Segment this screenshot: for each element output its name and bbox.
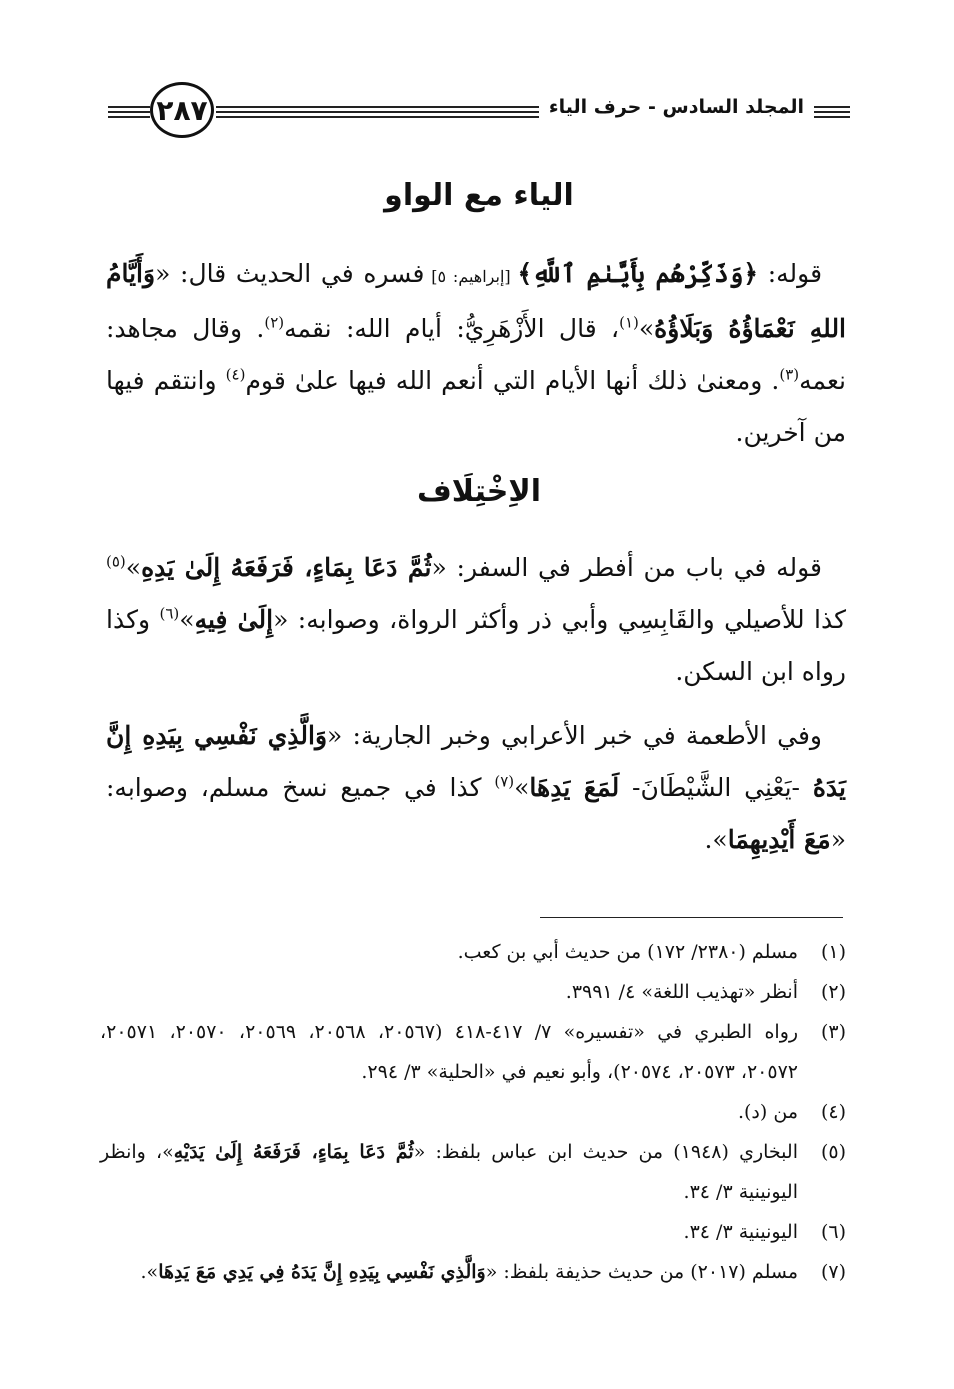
footnote — [100, 1252, 846, 1292]
footnote-marker: (٧) — [494, 772, 515, 791]
footnote-quote: ثُمَّ دَعَا بِمَاءٍ، فَرَفَعَهُ إِلَىٰ يَدَيْهِ — [173, 1141, 414, 1163]
footnote-text: رواه الطبري في «تفسيره» ٧/ ٤١٧-٤١٨ (٢٠٥٦٧، ٢٠٥٦٨، ٢٠٥٦٩، ٢٠٥٧٠، ٢٠٥٧١، ٢٠٥٧٢، ٢٠٥٧٣، ٢٠٥٧٤)، وأبو نعيم في «الحلية» ٣/ ٢٩٤. — [100, 1021, 799, 1083]
text: كذا في جميع نسخ مسلم، وصوابه: « — [106, 773, 846, 854]
footnote-quote: وَالَّذِي نَفْسِي بِيَدِهِ إِنَّ يَدَهُ فِي يَدِي مَعَ يَدِهَا — [158, 1261, 486, 1283]
footnote-number: (٥) — [820, 1141, 846, 1163]
page-header — [108, 78, 850, 140]
paragraph — [106, 248, 846, 459]
footnote-number: (٧) — [820, 1261, 846, 1283]
footnote-marker: (٤) — [225, 365, 246, 384]
section-heading: الاِخْتِلَاف — [416, 474, 542, 509]
quran-verse: ﴿وَذَكِّرْهُم بِأَيَّىٰمِ ٱللَّهِ﴾ — [517, 259, 759, 288]
text: » — [179, 605, 195, 634]
footnote-text: اليونينية ٣/ ٣٤. — [683, 1221, 798, 1243]
text: . وقال مجاهد: نعمه — [106, 314, 846, 395]
text: -يَعْنِي الشَّيْطَانَ- — [619, 773, 813, 802]
paragraph — [106, 710, 846, 866]
text: » — [125, 553, 142, 582]
footnote-marker: (٥) — [106, 552, 126, 571]
footnote-number: (٣) — [820, 1021, 846, 1043]
footnote-text: مسلم (٢٣٨٠/ ١٧٢) من حديث أبي بن كعب. — [457, 941, 798, 963]
footnote — [100, 932, 846, 972]
text: . ومعنىٰ ذلك أنها الأيام التي أنعم الله فيها علىٰ قوم — [245, 366, 780, 395]
footnote-text: »، وانظر اليونينية ٣/ ٣٤. — [100, 1141, 798, 1203]
footnote-text: مسلم (٢٠١٧) من حديث حذيفة بلفظ: « — [485, 1261, 798, 1283]
paragraph — [106, 542, 846, 698]
text: » — [514, 773, 530, 802]
text: كذا للأصيلي والقَابِسِي وأبي ذر وأكثر الرواة، وصوابه: « — [273, 605, 846, 634]
footnote — [100, 1212, 846, 1252]
footnote-number: (٦) — [820, 1221, 846, 1243]
footnote-text: البخاري (١٩٤٨) من حديث ابن عباس بلفظ: « — [413, 1141, 798, 1163]
hadith-quote: ثُمَّ دَعَا بِمَاءٍ، فَرَفَعَهُ إِلَىٰ يَدِهِ — [141, 553, 432, 582]
text: » — [638, 314, 655, 343]
text: وكذا رواه ابن السكن. — [106, 605, 846, 686]
section-heading: الياء مع الواو — [384, 178, 574, 213]
text: وفي الأطعمة في خبر الأعرابي وخبر الجارية: « — [327, 721, 823, 750]
text: فسره في الحديث قال: « — [155, 259, 425, 288]
hadith-quote: وَالَّذِي نَفْسِي بِيَدِهِ إِنَّ يَدَهُ — [106, 721, 846, 802]
header-rule — [108, 111, 150, 113]
footnote-marker: (٢) — [264, 313, 285, 332]
hadith-quote: مَعَ أَيْدِيهِمَا — [727, 825, 831, 854]
footnote-separator — [540, 917, 843, 918]
footnote-text: ». — [140, 1261, 159, 1283]
footnote-marker: (٣) — [779, 365, 800, 384]
footnote — [100, 1012, 846, 1092]
footnote-text: أنظر «تهذيب اللغة» ٤/ ٣٩٩١. — [565, 981, 798, 1003]
footnote-marker: (٦) — [159, 604, 180, 623]
footnote — [100, 1132, 846, 1212]
page-number: ٢٨٧ — [150, 82, 214, 138]
text: قوله: — [758, 259, 823, 288]
footnote-number: (٤) — [820, 1101, 846, 1123]
footnote-number: (١) — [820, 941, 846, 963]
footnote-text: من (د). — [737, 1101, 798, 1123]
text: وانتقم فيها من آخرين. — [106, 366, 846, 447]
footnote — [100, 1092, 846, 1132]
text: ». — [704, 825, 728, 854]
footnote-number: (٢) — [820, 981, 846, 1003]
running-head: المجلد السادس - حرف الياء — [539, 96, 814, 118]
text: ، قال الأَزْهَرِيُّ: أيام الله: نقمه — [284, 314, 620, 343]
verse-reference: [إبراهيم: ٥] — [424, 267, 518, 286]
footnotes — [100, 932, 846, 1292]
text: قوله في باب من أفطر في السفر: « — [431, 553, 822, 582]
hadith-quote: لَمَعَ يَدِهَا — [529, 773, 620, 802]
footnote-marker: (١) — [619, 313, 639, 332]
header-rule — [108, 116, 150, 118]
header-rule — [108, 106, 150, 108]
footnote — [100, 972, 846, 1012]
hadith-quote: وَأَيَّامُ اللهِ نَعْمَاؤُهُ وَبَلَاؤُهُ — [106, 259, 847, 343]
hadith-quote: إِلَىٰ فِيهِ — [194, 605, 274, 634]
